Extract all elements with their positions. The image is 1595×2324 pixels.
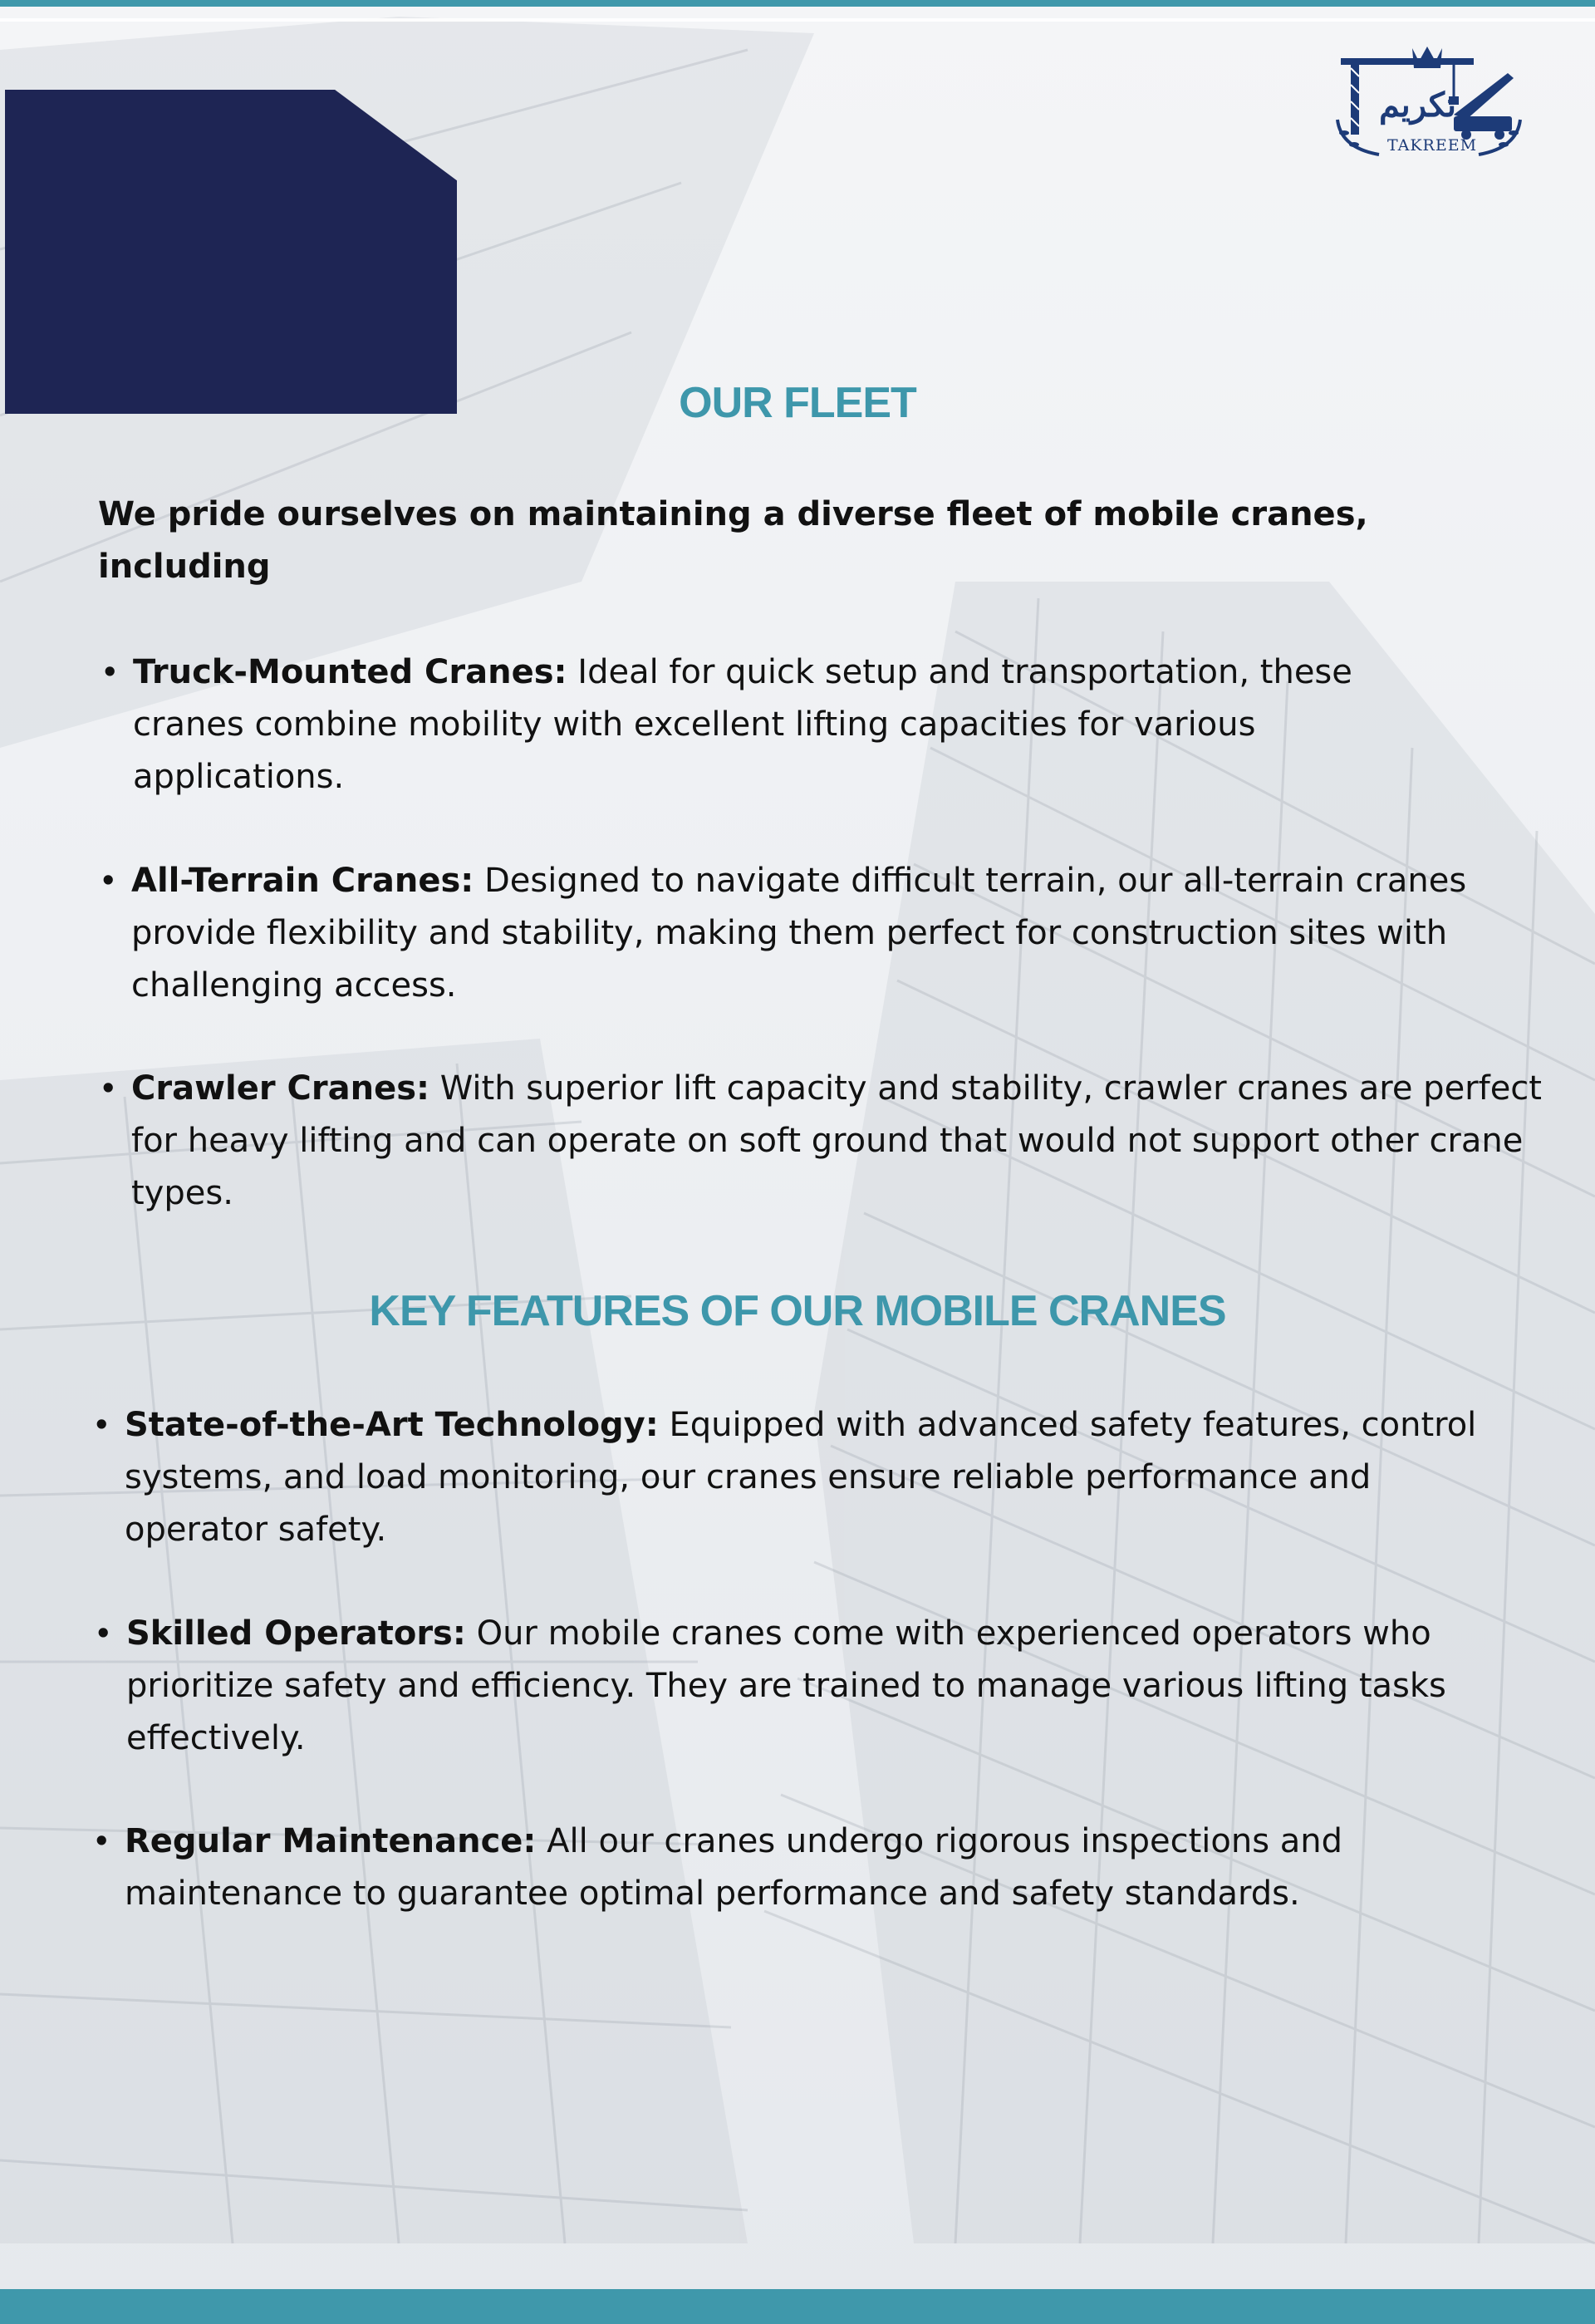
feature-item-operators: [95, 1608, 1539, 1765]
feature-item-technology: [93, 1399, 1520, 1556]
top-divider: [0, 18, 1595, 22]
fleet-item-text: Designed to navigate difficult terrain, our all-terrain cranes provide flexibility and stability, making them perfect for construction sites with challenging access.: [131, 862, 1467, 1005]
feature-item-text: All our cranes undergo rigorous inspections and maintenance to guarantee optimal performance and safety standards.: [125, 1822, 1343, 1913]
bullet-dot: •: [100, 865, 117, 897]
bullet-dot: •: [100, 1073, 117, 1104]
fleet-item-truck-mounted: [101, 646, 1412, 803]
feature-item-label: State-of-the-Art Technology:: [125, 1406, 659, 1444]
logo-wordmark: TAKREEM: [1387, 136, 1478, 155]
feature-item-text: Equipped with advanced safety features, control systems, and load monitoring, our cranes ensure reliable performance and operator safety.: [125, 1406, 1477, 1549]
bullet-dot: •: [95, 1618, 112, 1649]
feature-item-label: Skilled Operators:: [126, 1614, 466, 1653]
bullet-dot: •: [101, 656, 119, 688]
takreem-logo: [1329, 40, 1529, 165]
features-title: KEY FEATURES OF OUR MOBILE CRANES: [369, 1287, 1226, 1335]
feature-item-label: Regular Maintenance:: [125, 1822, 537, 1860]
top-accent-bar: [0, 0, 1595, 7]
fleet-item-label: Truck-Mounted Cranes:: [133, 653, 567, 691]
bottom-accent-bar: [0, 2289, 1595, 2324]
fleet-item-crawler: [100, 1063, 1577, 1220]
fleet-intro: We pride ourselves on maintaining a diverse fleet of mobile cranes, including: [98, 495, 1368, 586]
fleet-item-all-terrain: [100, 855, 1510, 1012]
fleet-title: OUR FLEET: [679, 379, 916, 427]
logo-arabic-text: تكريم: [1379, 86, 1457, 125]
fleet-item-label: All-Terrain Cranes:: [131, 862, 474, 900]
fleet-item-text: Ideal for quick setup and transportation, these cranes combine mobility with excellent lifting capacities for various applications.: [133, 653, 1352, 796]
fleet-item-text: With superior lift capacity and stability, crawler cranes are perfect for heavy lifting and can operate on soft ground that would not support other crane types.: [131, 1069, 1542, 1212]
bullet-dot: •: [93, 1825, 110, 1857]
bullet-dot: •: [93, 1409, 110, 1441]
feature-item-maintenance: [93, 1815, 1520, 1920]
fleet-item-label: Crawler Cranes:: [131, 1069, 430, 1108]
navy-corner-block: [5, 90, 457, 414]
feature-item-text: Our mobile cranes come with experienced operators who prioritize safety and efficiency. They are trained to manage various lifting tasks effectively.: [126, 1614, 1446, 1757]
